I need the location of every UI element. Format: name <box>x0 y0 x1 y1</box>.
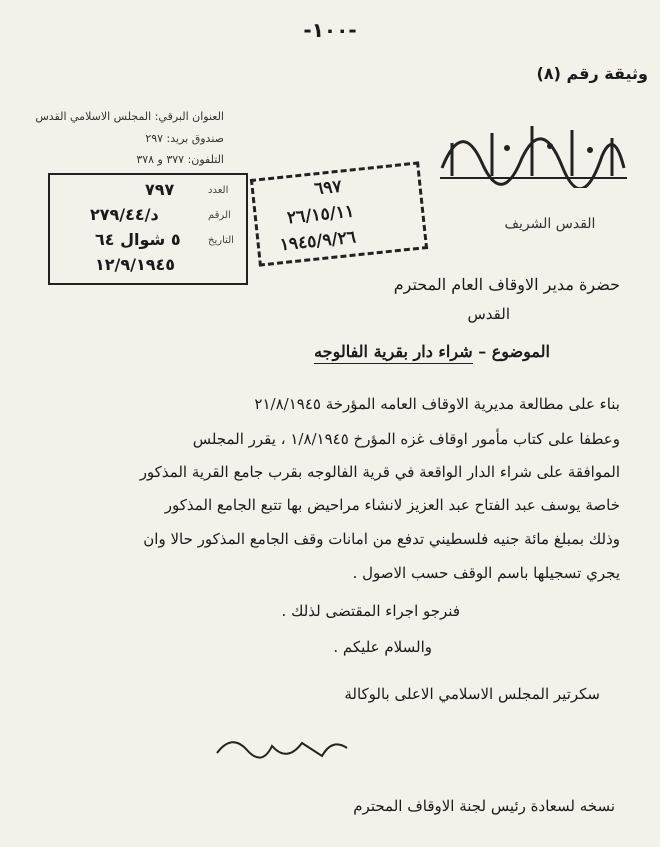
telegraph-address: العنوان البرقي: المجلس الاسلامي القدس <box>35 110 224 123</box>
request-line: فنرجو اجراء المقتضى لذلك . <box>281 602 460 620</box>
date-label: التاريخ <box>208 235 234 246</box>
received-stamp <box>250 161 428 266</box>
reference-number: ٧٩٧ <box>145 180 175 199</box>
paragraph-line-3: الموافقة على شراء الدار الواقعة في قرية الفالوجه بقرب جامع القرية المذكور <box>139 463 620 481</box>
page-number: -١٠٠- <box>303 18 357 42</box>
addressee-city: القدس <box>467 305 510 323</box>
ref-label: الرقم <box>208 210 231 221</box>
paragraph-line-5: وذلك بمبلغ مائة جنيه فلسطيني تدفع من امانات وقف الجامع المذكور حالا وان <box>143 530 620 548</box>
stamp-number: ٦٩٧ <box>313 176 343 200</box>
document-number: وثيقة رقم (٨) <box>536 64 648 83</box>
telephone: التلفون: ٣٧٧ و ٣٧٨ <box>136 153 224 166</box>
copy-recipient: نسخه لسعادة رئيس لجنة الاوقاف المحترم <box>353 797 615 815</box>
city-name: القدس الشريف <box>504 216 596 232</box>
handwritten-signature <box>212 728 352 768</box>
reference-box <box>48 173 248 285</box>
date-hijri: ٥ شوال ٦٤ <box>95 230 181 249</box>
date-gregorian: ١٢/٩/١٩٤٥ <box>95 255 176 274</box>
closing-line: والسلام عليكم . <box>333 638 432 656</box>
reference-code: د/٢٧٩/٤٤ <box>90 205 159 224</box>
subject-label: الموضوع – <box>478 342 550 361</box>
council-logo <box>432 108 632 188</box>
subject-text: شراء دار بقرية الفالوجه <box>314 342 473 364</box>
subject-line <box>314 342 550 361</box>
paragraph-line-1: بناء على مطالعة مديرية الاوقاف العامه المؤرخة ٢١/٨/١٩٤٥ <box>254 395 620 413</box>
number-label: العدد <box>208 185 229 196</box>
stamp-ref: ٢٦/١٥/١١ <box>286 201 356 229</box>
paragraph-line-6: يجري تسجيلها باسم الوقف حسب الاصول . <box>352 564 620 582</box>
paragraph-line-2: وعطفا على كتاب مأمور اوقاف غزه المؤرخ ١/٨/١٩٤٥ ، يقرر المجلس <box>192 430 620 448</box>
addressee: حضرة مدير الاوقاف العام المحترم <box>393 275 620 294</box>
paragraph-line-4: خاصة يوسف عبد الفتاح عبد العزيز لانشاء مراحيض بها تتبع الجامع المذكور <box>164 496 620 514</box>
po-box: صندوق بريد: ٢٩٧ <box>145 132 224 145</box>
signature-title: سكرتير المجلس الاسلامي الاعلى بالوكالة <box>344 685 600 703</box>
stamp-date: ١٩٤٥/٩/٢٦ <box>278 227 357 256</box>
